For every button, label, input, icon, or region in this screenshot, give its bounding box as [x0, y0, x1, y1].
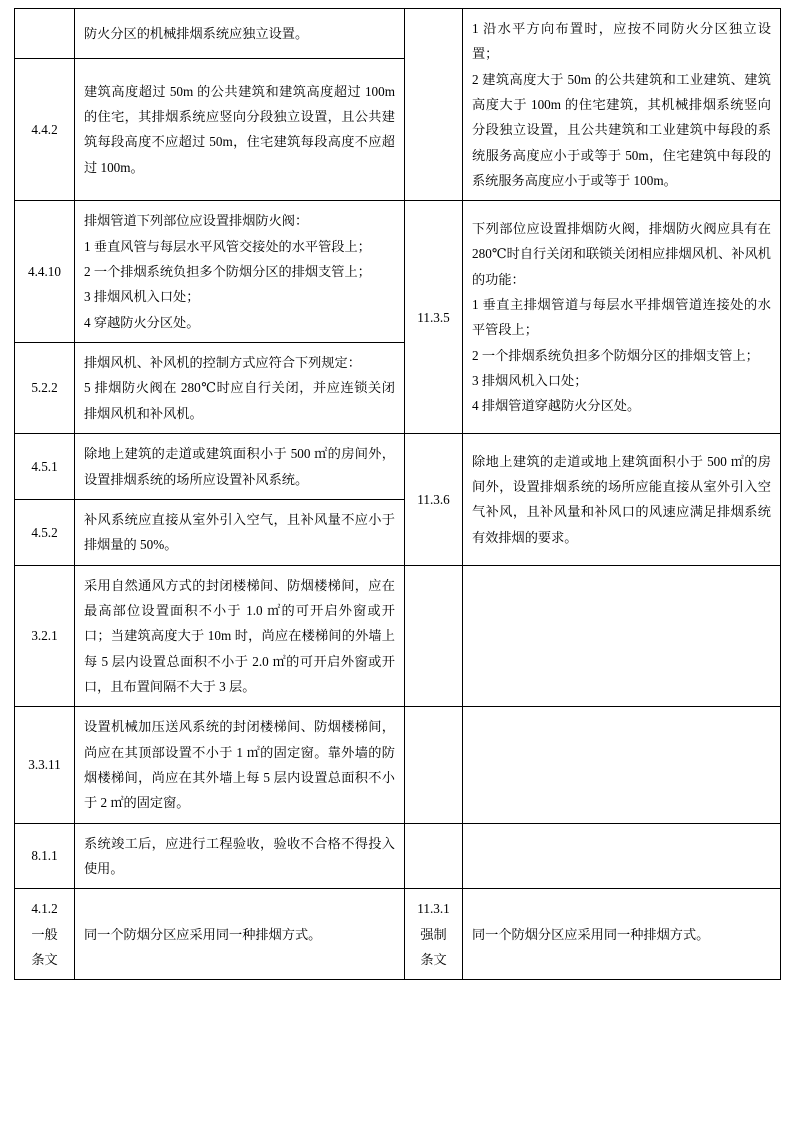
table-row: [15, 707, 781, 823]
left-clause-text: 系统竣工后，应进行工程验收，验收不合格不得投入使用。: [75, 823, 405, 889]
spec-comparison-table: [14, 8, 781, 980]
right-clause-number-line: 强制: [420, 926, 447, 942]
left-clause-number-line: 一般: [31, 926, 58, 942]
left-clause-number: 3.2.1: [15, 565, 75, 707]
right-clause-text: 除地上建筑的走道或地上建筑面积小于 500 ㎡的房间外，设置排烟系统的场所应能直接从室外引入空气补风，且补风量和补风口的风速应满足排烟系统有效排烟的要求。: [463, 434, 781, 565]
left-clause-number: 4.5.1: [15, 434, 75, 500]
left-clause-number: 4.5.2: [15, 499, 75, 565]
left-clause-number: [15, 889, 75, 980]
left-clause-number-line: 4.1.2: [31, 901, 58, 917]
left-clause-text: 设置机械加压送风系统的封闭楼梯间、防烟楼梯间，尚应在其顶部设置不小于 1 ㎡的固定窗。靠外墙的防烟楼梯间，尚应在其外墙上每 5 层内设置总面积不小于 2 ㎡的固定窗。: [75, 707, 405, 823]
left-clause-number: 4.4.10: [15, 201, 75, 343]
table-row: [15, 889, 781, 980]
right-clause-number-line: 11.3.1: [417, 901, 450, 917]
left-clause-text: 采用自然通风方式的封闭楼梯间、防烟楼梯间，应在最高部位设置面积不小于 1.0 ㎡的可开启外窗或开口；当建筑高度大于 10m 时，尚应在楼梯间的外墙上每 5 层内设置总面积不小于 2.0 ㎡的可开启外窗或开口，且布置间隔不大于 3 层。: [75, 565, 405, 707]
right-clause-number: [405, 889, 463, 980]
right-clause-text: 下列部位应设置排烟防火阀，排烟防火阀应具有在 280℃时自行关闭和联锁关闭相应排烟风机、补风机的功能： 1 垂直主排烟管道与每层水平排烟管道连接处的水平管段上； 2 一个排烟系统负担多个防烟分区的排烟支管上； 3 排烟风机入口处； 4 排烟管道穿越防火分区处。: [463, 201, 781, 434]
table-row: [15, 9, 781, 59]
right-clause-text-empty: [463, 565, 781, 707]
left-clause-text: 排烟管道下列部位应设置排烟防火阀： 1 垂直风管与每层水平风管交接处的水平管段上； 2 一个排烟系统负担多个防烟分区的排烟支管上； 3 排烟风机入口处； 4 穿越防火分区处。: [75, 201, 405, 343]
right-clause-number: [405, 9, 463, 201]
left-clause-text: 建筑高度超过 50m 的公共建筑和建筑高度超过 100m 的住宅，其排烟系统应竖向分段独立设置，且公共建筑每段高度不应超过 50m，住宅建筑每段高度不应超过 100m。: [75, 58, 405, 201]
table-row: [15, 565, 781, 707]
left-clause-text: 防火分区的机械排烟系统应独立设置。: [75, 9, 405, 59]
right-clause-number: 11.3.5: [405, 201, 463, 434]
left-clause-text: 补风系统应直接从室外引入空气，且补风量不应小于排烟量的 50%。: [75, 499, 405, 565]
left-clause-text: 除地上建筑的走道或建筑面积小于 500 ㎡的房间外，设置排烟系统的场所应设置补风系统。: [75, 434, 405, 500]
right-clause-number: 11.3.6: [405, 434, 463, 565]
right-clause-text-empty: [463, 823, 781, 889]
right-clause-number-empty: [405, 565, 463, 707]
left-clause-number: 5.2.2: [15, 343, 75, 434]
right-clause-number-empty: [405, 707, 463, 823]
left-clause-number: 4.4.2: [15, 58, 75, 201]
right-clause-text-empty: [463, 707, 781, 823]
left-clause-text: 同一个防烟分区应采用同一种排烟方式。: [75, 889, 405, 980]
right-clause-text: 1 沿水平方向布置时，应按不同防火分区独立设置； 2 建筑高度大于 50m 的公共建筑和工业建筑、建筑高度大于 100m 的住宅建筑，其机械排烟系统竖向分段独立设置，且公共建筑和工业建筑中每段的系统服务高度应小于或等于 50m，住宅建筑中每段的系统服务高度应小于或等于 100m。: [463, 9, 781, 201]
left-clause-number: [15, 9, 75, 59]
right-clause-number-line: 条文: [420, 952, 447, 967]
table-row: [15, 434, 781, 500]
table-row: [15, 201, 781, 343]
right-clause-number-empty: [405, 823, 463, 889]
table-row: [15, 823, 781, 889]
left-clause-number: 3.3.11: [15, 707, 75, 823]
left-clause-number: 8.1.1: [15, 823, 75, 889]
left-clause-number-line: 条文: [31, 952, 58, 967]
right-clause-text: 同一个防烟分区应采用同一种排烟方式。: [463, 889, 781, 980]
left-clause-text: 排烟风机、补风机的控制方式应符合下列规定： 5 排烟防火阀在 280℃时应自行关闭，并应连锁关闭排烟风机和补风机。: [75, 343, 405, 434]
